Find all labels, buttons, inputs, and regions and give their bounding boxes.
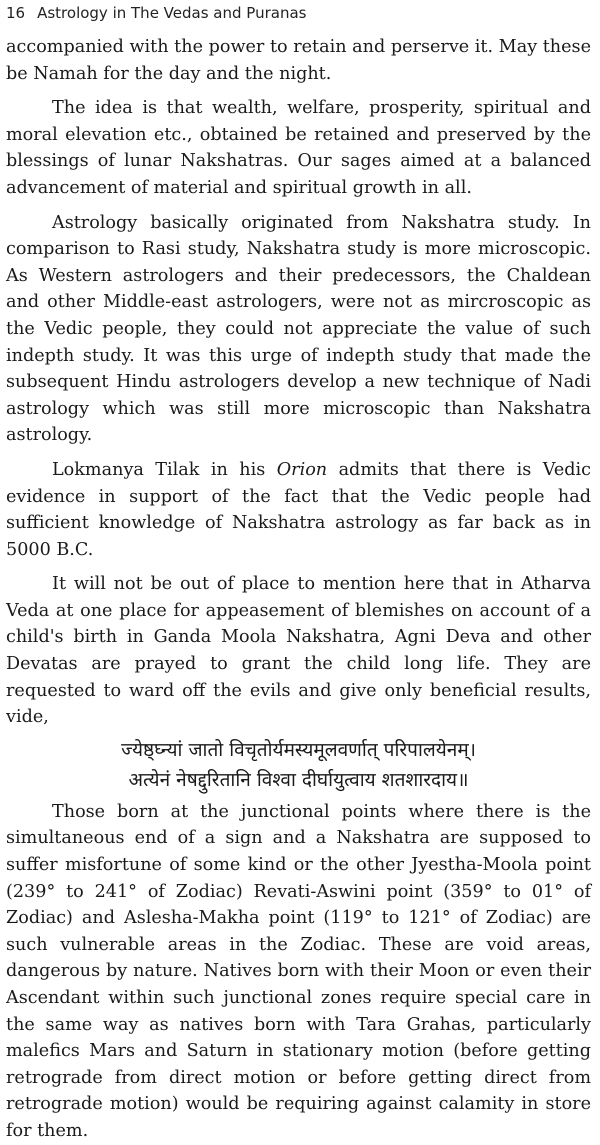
text-run: Lokmanya Tilak in his — [52, 459, 277, 480]
paragraph: Those born at the junctional points where there is the simultaneous end of a sign and a Nakshatra are supposed to suffer misfortune of some kind or the other Jyestha-Moola point (239° to 241° of Zodiac) Revati-Aswini point (359° to 01° of Zodiac) and Aslesha-Makha point (119° to 121° of Zodiac) are such vulnerable areas in the Zodiac. These are void areas, dangerous by nature. Natives born with their Moon or even their Ascendant within such junctional zones require special care in the same way as natives born with Tara Grahas, particularly malefics Mars and Saturn in stationary motion (before getting retrograde from direct motion or before getting direct from retrograde motion) would be requiring against calamity in store for them. — [6, 801, 591, 1141]
paragraph — [6, 457, 591, 563]
book-title: Astrology in The Vedas and Puranas — [37, 4, 307, 22]
text-run: admits that there is Vedic evidence in support of the fact that the Vedic people had sufficient knowledge of Nakshatra astrology as far back as in 5000 B.C. — [6, 459, 591, 560]
paragraph: It will not be out of place to mention here that in Atharva Veda at one place for appeasement of blemishes on account of a child's birth in Ganda Moola Nakshatra, Agni Deva and other Devatas are prayed to grant the child long life. They are requested to ward off the evils and give only beneficial results, vide, — [6, 574, 591, 728]
verse-line: अत्येनं नेषद्दुरितानि विश्वा दीर्घायुत्वाय शतशारदाय॥ — [128, 768, 469, 791]
paragraph-continued: accompanied with the power to retain and perserve it. May these be Namah for the day and the night. — [6, 37, 591, 84]
page-body — [6, 34, 591, 1145]
verse-line: ज्येष्ठ्घ्न्यां जातो विचृतोर्यमस्यमूलवर्णात् परिपालयेनम्। — [121, 738, 476, 761]
book-title-orion: Orion — [276, 459, 328, 480]
sanskrit-verse — [6, 735, 591, 795]
paragraph: Astrology basically originated from Nakshatra study. In comparison to Rasi study, Nakshatra study is more microscopic. As Western astrologers and their predecessors, the Chaldean and other Middle-east astrologers, were not as mircroscopic as the Vedic people, they could not appreciate the value of such indepth study. It was this urge of indepth study that made the subsequent Hindu astrologers develop a new technique of Nadi astrology which was still more microscopic than Nakshatra astrology. — [6, 212, 591, 446]
paragraph: The idea is that wealth, welfare, prosperity, spiritual and moral elevation etc., obtained be retained and preserved by the blessings of lunar Nakshatras. Our sages aimed at a balanced advancement of material and spiritual growth in all. — [6, 98, 591, 198]
page-number: 16 — [6, 4, 26, 22]
running-header — [6, 4, 591, 34]
